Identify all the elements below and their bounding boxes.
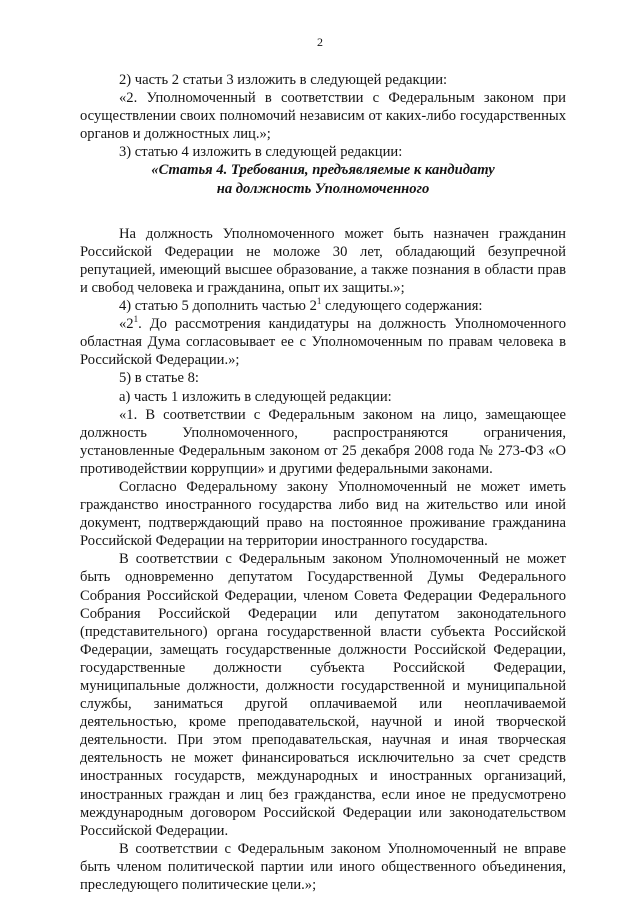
paragraph-incompatibility: В соответствии с Федеральным законом Уполномоченный не может быть одновременно депутатом Государственной Думы Федерального Собрания Российской Федерации, членом Совета Федерации Федерального Собрания Российской Федерации или депутатом законодательного (представительного) органа государственной власти субъекта Российской Федерации, замещать государственные должности Российской Федерации, государственные должности субъекта Российской Федерации, муниципальные должности, должности государственной и муниципальной службы, заниматься другой оплачиваемой или неоплачиваемой деятельностью, кроме преподавательской, научной и иной творческой деятельности. При этом преподавательская, научная и иная творческая деятельность не может финансироваться исключительно за счет средств иностранных государств, международных и иностранных организаций, иностранных граждан и лиц без гражданства, если иное не предусмотрено международным договором Российской Федерации или законодательством Российской Федерации. bbox=[80, 551, 566, 839]
paragraph-item-3: 3) статью 4 изложить в следующей редакции: bbox=[119, 144, 403, 161]
paragraph-political-party: В соответствии с Федеральным законом Уполномоченный не вправе быть членом политической партии или иного общественного объединения, преследующего политические цели.»; bbox=[80, 840, 566, 894]
paragraph-article-4-text: На должность Уполномоченного может быть назначен гражданин Российской Федерации не моложе 30 лет, обладающий безупречной репутацией, имеющий высшее образование, а также познания в области прав и свобод человека и гражданина, опыт их защиты.»; bbox=[80, 225, 566, 296]
item-4-text: 4) статью 5 дополнить частью 2 bbox=[119, 298, 317, 315]
item-4-text-end: следующего содержания: bbox=[321, 298, 483, 315]
article-4-heading-line-1: «Статья 4. Требования, предъявляемые к кандидату bbox=[151, 162, 495, 179]
paragraph-article-3-text: «2. Уполномоченный в соответствии с Федеральным законом при осуществлении своих полномочий независим от каких-либо государственных органов и должностных лиц.»; bbox=[80, 90, 566, 143]
article-4-heading bbox=[80, 161, 566, 197]
paragraph-article-5-part-2-1 bbox=[80, 315, 566, 369]
part-2-1-superscript: 1 bbox=[133, 314, 139, 325]
document-body bbox=[80, 71, 566, 894]
paragraph-item-4 bbox=[80, 297, 566, 315]
part-2-1-text: . До рассмотрения кандидатуры на должность Уполномоченного областная Дума согласовывает ее с Уполномоченным по правам человека в Российской Федерации.»; bbox=[80, 316, 566, 369]
part-2-1-number: «2 bbox=[119, 316, 134, 333]
page-number: 2 bbox=[317, 35, 323, 49]
paragraph-article-8-part-1: «1. В соответствии с Федеральным законом на лицо, замещающее должность Уполномоченного, распространяются ограничения, установленные Федеральным законом от 25 декабря 2008 года № 273-ФЗ «О противодействии коррупции» и другими федеральными законами. bbox=[80, 406, 566, 477]
heading-spacer bbox=[80, 198, 566, 225]
article-4-heading-line-2: на должность Уполномоченного bbox=[216, 180, 430, 197]
paragraph-item-5a: а) часть 1 изложить в следующей редакции: bbox=[119, 388, 392, 405]
item-4-superscript: 1 bbox=[316, 296, 322, 307]
paragraph-item-5: 5) в статье 8: bbox=[119, 370, 199, 387]
paragraph-item-2: 2) часть 2 статьи 3 изложить в следующей редакции: bbox=[119, 72, 448, 88]
paragraph-citizenship: Согласно Федеральному закону Уполномоченный не может иметь гражданство иностранного государства либо вид на жительство или иной документ, подтверждающий право на постоянное проживание гражданина Российской Федерации на территории иностранного государства. bbox=[80, 478, 566, 550]
